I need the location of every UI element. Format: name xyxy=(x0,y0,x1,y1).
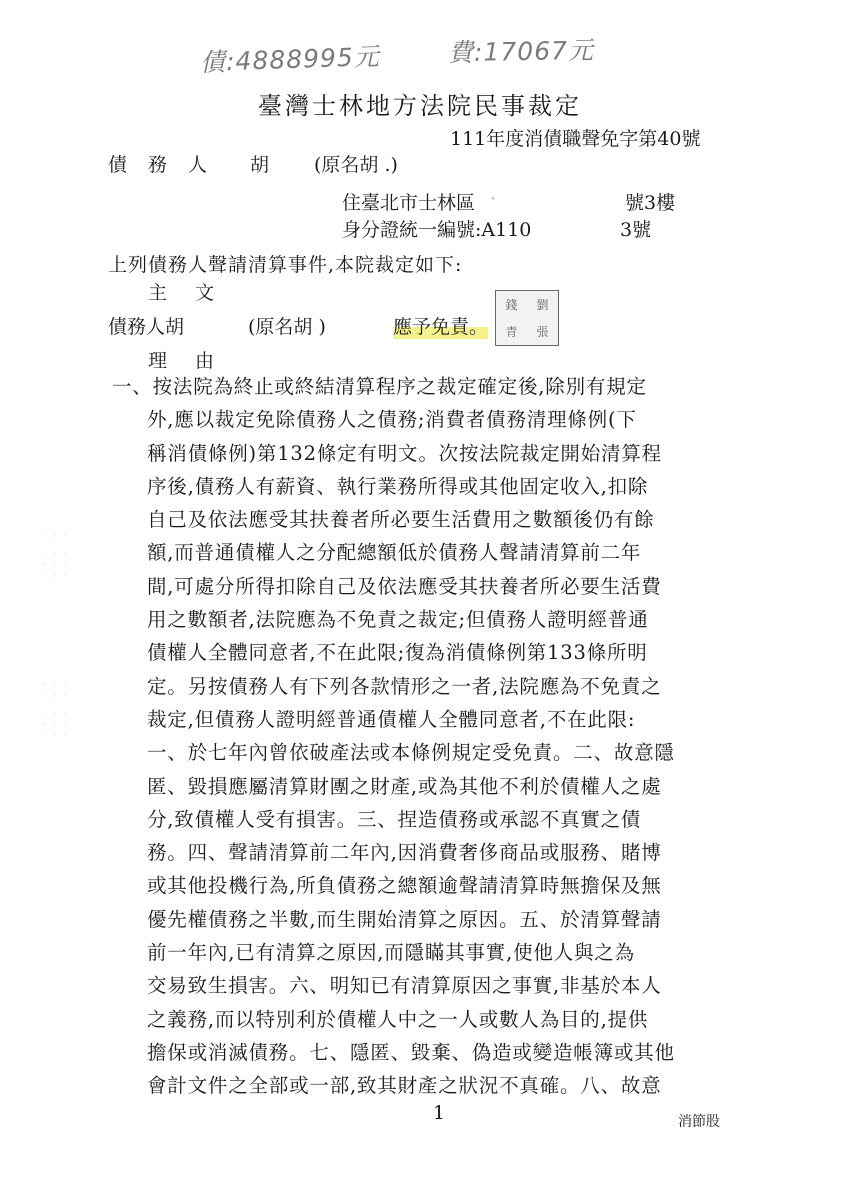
body-line: 匿、毀損應屬清算財團之財產,或為其他不利於債權人之處 xyxy=(147,774,662,798)
body-line: 會計文件之全部或一部,致其財產之狀況不真確。八、故意 xyxy=(147,1074,662,1098)
body-line: 一、按法院為終止或終結清算程序之裁定確定後,除別有規定 xyxy=(112,375,647,398)
debtor-id-end: 3號 xyxy=(620,219,652,241)
heading-main-text: 主文 xyxy=(148,282,243,304)
ruling-debtor-name: 債務人胡 xyxy=(108,316,185,338)
body-line: 自己及依法應受其扶養者所必要生活費用之數額後仍有餘 xyxy=(147,508,655,532)
body-line: 分,致債權人受有損害。三、捏造債務或承認不真實之債 xyxy=(147,807,642,831)
body-line: 外,應以裁定免除債務人之債務;消費者債務清理條例(下 xyxy=(147,408,637,432)
debtor-label: 債務人 xyxy=(108,154,229,176)
body-line: 稱消債條例)第132條定有明文。次按法院裁定開始清算程 xyxy=(147,441,662,465)
stamp-char: 青 xyxy=(505,325,518,339)
section-mark: 消節股 xyxy=(678,1114,720,1130)
punch-marks-top: · · · · · · · · · · · · · · · · · · xyxy=(42,530,70,589)
debtor-former-name: (原名胡 .) xyxy=(314,154,398,176)
body-line: 用之數額者,法院應為不免責之裁定;但債務人證明經普通 xyxy=(147,608,649,632)
page-number: 1 xyxy=(433,1102,446,1124)
body-line: 額,而普通債權人之分配總額低於債務人聲請清算前二年 xyxy=(147,541,642,565)
handwritten-fee-note: 費:17067元 xyxy=(447,35,595,68)
body-line: 前一年內,已有清算之原因,而隱瞞其事實,使他人與之為 xyxy=(147,941,635,965)
body-line: 定。另按債務人有下列各款情形之一者,法院應為不免責之 xyxy=(147,674,662,698)
body-line: 間,可處分所得扣除自己及依法應受其扶養者所必要生活費 xyxy=(147,574,662,598)
body-line: 之義務,而以特別利於債權人中之一人或數人為目的,提供 xyxy=(147,1007,649,1031)
address-redacted: · xyxy=(490,188,497,210)
heading-reason: 理由 xyxy=(148,350,243,372)
case-number: 111年度消債職聲免字第40號 xyxy=(450,128,701,150)
body-line: 或其他投機行為,所負債務之總額逾聲請清算時無擔保及無 xyxy=(147,874,662,898)
stamp-char: 錢 xyxy=(505,298,518,312)
debtor-id-number: 身分證統一編號:A110 xyxy=(342,219,532,241)
body-line: 交易致生損害。六、明知已有清算原因之事實,非基於本人 xyxy=(147,974,662,998)
punch-marks-bottom: · · · · · · · · · · · · · · · · · · xyxy=(42,680,70,739)
stamp-char: 張 xyxy=(536,325,549,339)
body-line: 務。四、聲請清算前二年內,因消費奢侈商品或服務、賭博 xyxy=(147,841,662,865)
body-line: 優先權債務之半數,而生開始清算之原因。五、於清算聲請 xyxy=(147,907,662,931)
body-line: 擔保或消滅債務。七、隱匿、毀棄、偽造或變造帳簿或其他 xyxy=(147,1040,675,1064)
reason-body xyxy=(112,370,732,1103)
address-end: 號3樓 xyxy=(625,192,676,214)
stamp-char: 劉 xyxy=(536,298,549,312)
ruling-result-highlighted: 應予免責。 xyxy=(393,312,488,339)
document-title: 臺灣士林地方法院民事裁定 xyxy=(258,92,582,120)
body-line: 一、於七年內曾依破產法或本條例規定受免責。二、故意隱 xyxy=(147,741,675,765)
ruling-former-name: (原名胡 ) xyxy=(248,316,326,338)
debtor-name: 胡 xyxy=(250,154,270,176)
debtor-address: 住臺北市士林區 xyxy=(342,192,476,214)
seal-stamp xyxy=(495,290,559,346)
body-line: 債權人全體同意者,不在此限;復為消債條例第133條所明 xyxy=(147,641,648,665)
ruling-intro: 上列債務人聲請清算事件,本院裁定如下: xyxy=(108,254,463,276)
handwritten-debt-note: 債:4888995元 xyxy=(199,41,381,78)
body-line: 裁定,但債務人證明經普通債權人全體同意者,不在此限: xyxy=(147,707,636,731)
body-line: 序後,債務人有薪資、執行業務所得或其他固定收入,扣除 xyxy=(147,474,649,498)
